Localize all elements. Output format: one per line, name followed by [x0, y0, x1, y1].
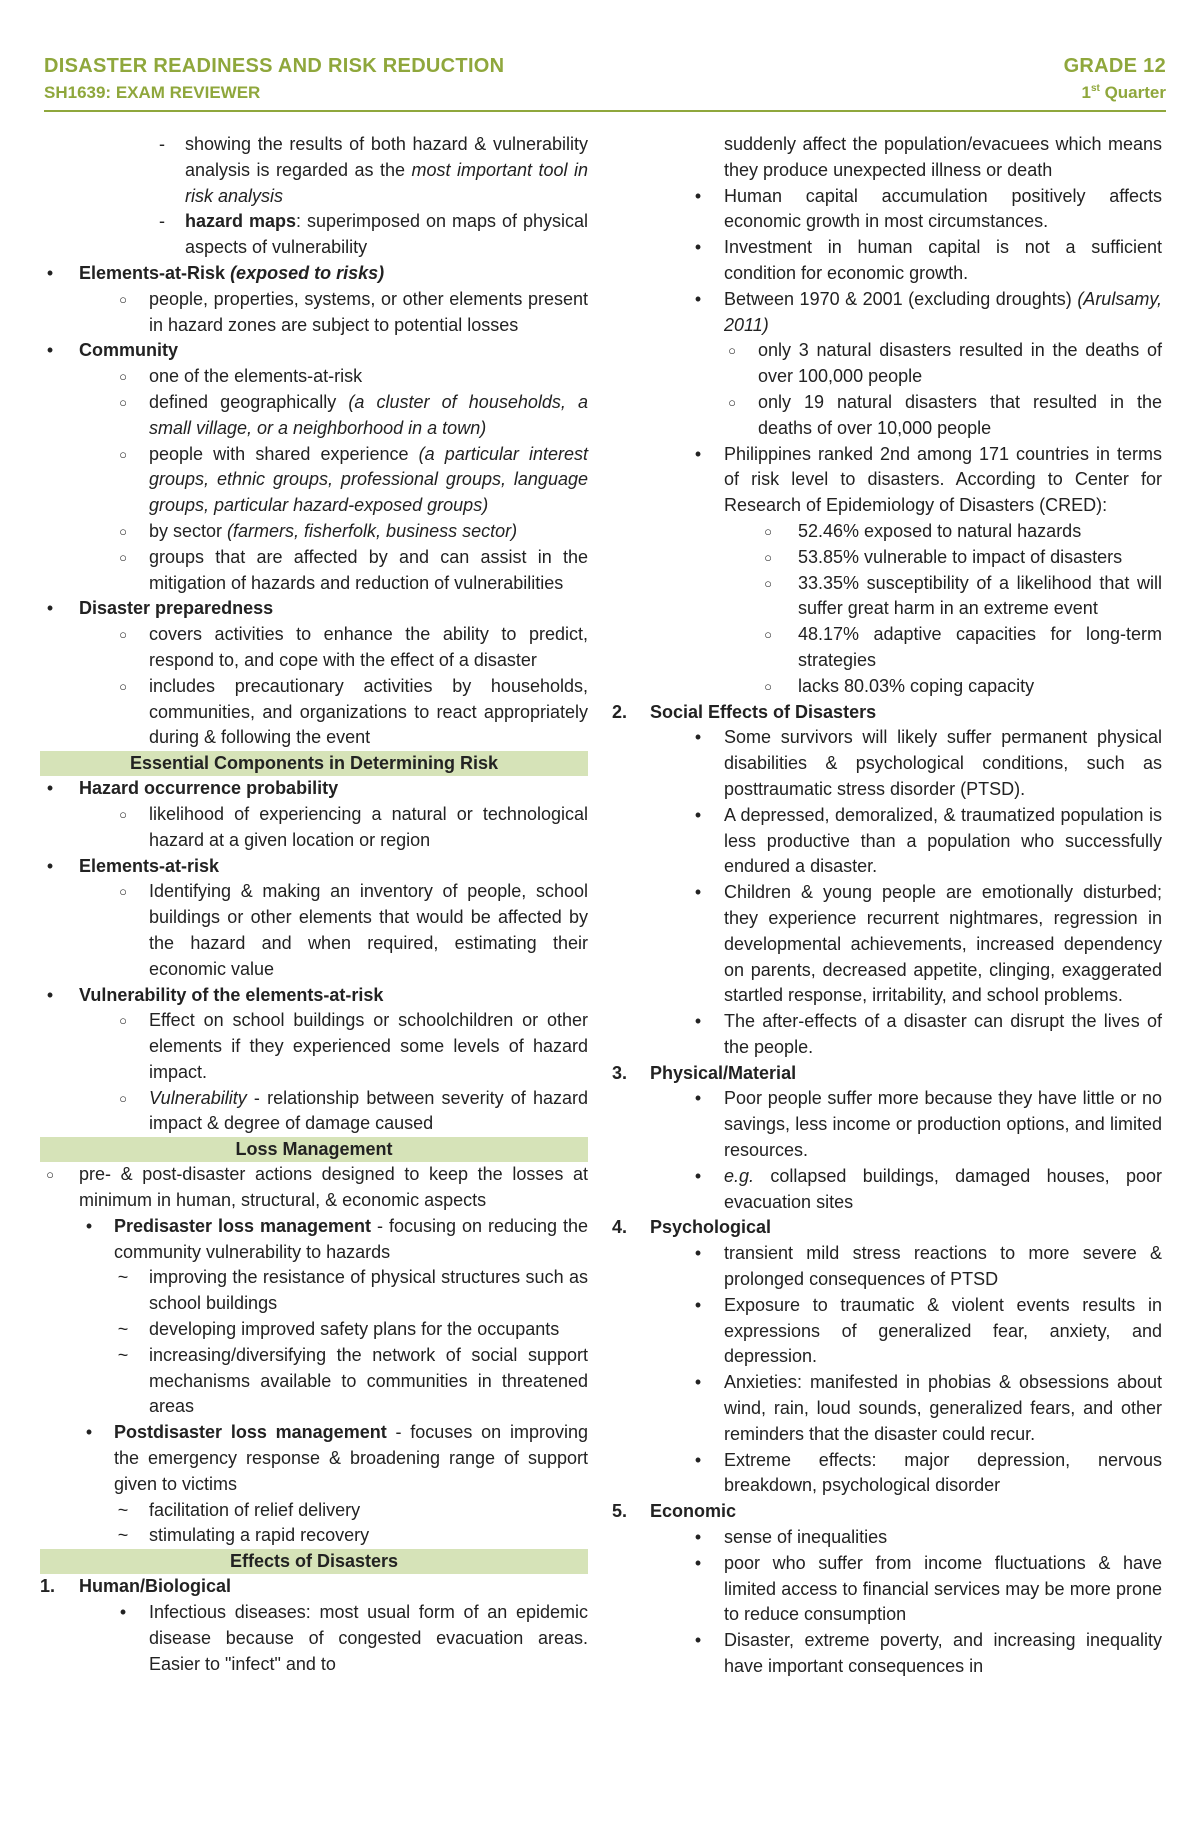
- right-column: [612, 132, 1162, 1680]
- bullet-marker: •: [694, 185, 702, 206]
- header-divider: [44, 110, 1166, 112]
- circle-marker: ○: [119, 806, 127, 822]
- section-heading-effects-of-disasters: Effects of Disasters: [40, 1549, 588, 1574]
- list-item: ○ 48.17% adaptive capacities for long-term strategies: [612, 622, 1162, 674]
- list-item: • Predisaster loss management - focusing on reducing the community vulnerability to hazards: [40, 1214, 588, 1266]
- list-item: ○ 33.35% susceptibility of a likelihood that will suffer great harm in an extreme event: [612, 571, 1162, 623]
- bullet-marker: •: [46, 855, 54, 876]
- list-item: ○ covers activities to enhance the ability to predict, respond to, and cope with the effect of a disaster: [40, 622, 588, 674]
- list-item: • Community: [40, 338, 588, 364]
- bullet-marker: •: [694, 443, 702, 464]
- tilde-marker: ~: [117, 1344, 129, 1365]
- list-item: • Postdisaster loss management - focuses on improving the emergency response & broadening range of support given to victims: [40, 1420, 588, 1497]
- numbered-heading: 1. Human/Biological: [40, 1574, 588, 1600]
- circle-marker: ○: [764, 549, 772, 565]
- circle-marker: ○: [119, 549, 127, 565]
- tilde-marker: ~: [117, 1267, 129, 1288]
- circle-marker: ○: [119, 1090, 127, 1106]
- bullet-marker: •: [46, 262, 54, 283]
- list-item: • Infectious diseases: most usual form of an epidemic disease because of congested evacuation areas. Easier to "infect" and to: [40, 1600, 588, 1677]
- circle-marker: ○: [119, 1013, 127, 1029]
- bullet-marker: •: [694, 804, 702, 825]
- list-item: ○ lacks 80.03% coping capacity: [612, 674, 1162, 700]
- bullet-marker: •: [46, 778, 54, 799]
- list-item: • Hazard occurrence probability: [40, 776, 588, 802]
- page-header: [44, 52, 1166, 112]
- bullet-marker: •: [694, 288, 702, 309]
- numbered-heading: 3. Physical/Material: [612, 1061, 1162, 1087]
- bullet-marker: •: [85, 1422, 93, 1443]
- bullet-marker: •: [694, 1449, 702, 1470]
- quarter-number: 1: [1081, 83, 1091, 102]
- list-item: ○ 52.46% exposed to natural hazards: [612, 519, 1162, 545]
- numbered-heading: 2. Social Effects of Disasters: [612, 700, 1162, 726]
- bullet-marker: •: [694, 1630, 702, 1651]
- tilde-marker: ~: [117, 1319, 129, 1340]
- list-item: • transient mild stress reactions to more severe & prolonged consequences of PTSD: [612, 1241, 1162, 1293]
- circle-marker: ○: [119, 678, 127, 694]
- bullet-marker: •: [694, 1372, 702, 1393]
- circle-marker: ○: [119, 291, 127, 307]
- list-item: ○ includes precautionary activities by households, communities, and organizations to react appropriately during & following the event: [40, 674, 588, 751]
- list-item: • Some survivors will likely suffer permanent physical disabilities & psychological conditions, such as posttraumatic stress disorder (PTSD).: [612, 725, 1162, 802]
- list-item: ~ stimulating a rapid recovery: [40, 1523, 588, 1549]
- list-item: • Exposure to traumatic & violent events results in expressions of generalized fear, anxiety, and depression.: [612, 1293, 1162, 1370]
- circle-marker: ○: [764, 627, 772, 643]
- bullet-marker: •: [694, 1011, 702, 1032]
- quarter-suffix: st: [1090, 83, 1100, 94]
- number-marker: 1.: [40, 1576, 56, 1597]
- circle-marker: ○: [764, 523, 772, 539]
- circle-marker: ○: [764, 575, 772, 591]
- list-item-continued: suddenly affect the population/evacuees which means they produce unexpected illness or death: [724, 134, 1162, 180]
- bullet-marker: •: [694, 882, 702, 903]
- list-item: ~ developing improved safety plans for the occupants: [40, 1317, 588, 1343]
- bullet-marker: •: [694, 1527, 702, 1548]
- list-item: ○ pre- & post-disaster actions designed to keep the losses at minimum in human, structural, & economic aspects: [40, 1162, 588, 1214]
- list-item: ○ Identifying & making an inventory of people, school buildings or other elements that would be affected by the hazard and when required, estimating their economic value: [40, 879, 588, 982]
- circle-marker: ○: [764, 678, 772, 694]
- list-item: • Children & young people are emotionally disturbed; they experience recurrent nightmares, regression in developmental achievements, increased dependency on parents, decreased appetite, clinging, exaggerated startled response, irritability, and school problems.: [612, 880, 1162, 1009]
- circle-marker: ○: [728, 394, 736, 410]
- circle-marker: ○: [46, 1167, 54, 1183]
- list-item: ~ improving the resistance of physical structures such as school buildings: [40, 1265, 588, 1317]
- number-marker: 2.: [612, 701, 628, 722]
- circle-marker: ○: [119, 446, 127, 462]
- list-item: • Philippines ranked 2nd among 171 countries in terms of risk level to disasters. According to Center for Research of Epidemiology of Disasters (CRED):: [612, 442, 1162, 519]
- list-item: ~ facilitation of relief delivery: [40, 1498, 588, 1524]
- list-item: • Elements-at-risk: [40, 854, 588, 880]
- bullet-marker: •: [46, 984, 54, 1005]
- list-item: ○ Vulnerability - relationship between severity of hazard impact & degree of damage caused: [40, 1086, 588, 1138]
- bullet-marker: •: [694, 1294, 702, 1315]
- circle-marker: ○: [728, 343, 736, 359]
- list-item: • Disaster preparedness: [40, 596, 588, 622]
- tilde-marker: ~: [117, 1525, 129, 1546]
- bullet-marker: •: [46, 340, 54, 361]
- list-item: • sense of inequalities: [612, 1525, 1162, 1551]
- list-item: ~ increasing/diversifying the network of social support mechanisms available to communities in threatened areas: [40, 1343, 588, 1420]
- circle-marker: ○: [119, 523, 127, 539]
- bullet-marker: •: [694, 1243, 702, 1264]
- list-item: - hazard maps: superimposed on maps of physical aspects of vulnerability: [40, 209, 588, 261]
- quarter-label: [1064, 80, 1166, 106]
- circle-marker: ○: [119, 884, 127, 900]
- bullet-marker: •: [46, 598, 54, 619]
- left-column: [40, 132, 588, 1677]
- list-item: • A depressed, demoralized, & traumatized population is less productive than a population who successfully endured a disaster.: [612, 803, 1162, 880]
- list-item: • The after-effects of a disaster can disrupt the lives of the people.: [612, 1009, 1162, 1061]
- tilde-marker: ~: [117, 1499, 129, 1520]
- number-marker: 5.: [612, 1501, 628, 1522]
- list-item: • poor who suffer from income fluctuations & have limited access to financial services may be more prone to reduce consumption: [612, 1551, 1162, 1628]
- list-item: • Extreme effects: major depression, nervous breakdown, psychological disorder: [612, 1448, 1162, 1500]
- list-item: • Anxieties: manifested in phobias & obsessions about wind, rain, loud sounds, generalized fears, and other reminders that the disaster could recur.: [612, 1370, 1162, 1447]
- number-marker: 4.: [612, 1217, 628, 1238]
- list-item: ○ Effect on school buildings or schoolchildren or other elements if they experienced some levels of hazard impact.: [40, 1008, 588, 1085]
- numbered-heading: 4. Psychological: [612, 1215, 1162, 1241]
- list-item: ○ only 19 natural disasters that resulted in the deaths of over 10,000 people: [612, 390, 1162, 442]
- section-heading-essential-components: Essential Components in Determining Risk: [40, 751, 588, 776]
- list-item: ○ people with shared experience (a particular interest groups, ethnic groups, professional groups, language groups, particular hazard-exposed groups): [40, 442, 588, 519]
- header-left: [44, 52, 504, 106]
- list-item: • Investment in human capital is not a sufficient condition for economic growth.: [612, 235, 1162, 287]
- list-item: ○ only 3 natural disasters resulted in the deaths of over 100,000 people: [612, 338, 1162, 390]
- bullet-marker: •: [119, 1602, 127, 1623]
- list-item: • Elements-at-Risk (exposed to risks): [40, 261, 588, 287]
- list-item: • Disaster, extreme poverty, and increasing inequality have important consequences in: [612, 1628, 1162, 1680]
- number-marker: 3.: [612, 1062, 628, 1083]
- dash-marker: -: [159, 211, 165, 232]
- list-item: - showing the results of both hazard & vulnerability analysis is regarded as the most important tool in risk analysis: [40, 132, 588, 209]
- bullet-marker: •: [694, 1165, 702, 1186]
- list-item: ○ likelihood of experiencing a natural or technological hazard at a given location or region: [40, 802, 588, 854]
- quarter-word: Quarter: [1104, 83, 1166, 102]
- list-item: ○ groups that are affected by and can assist in the mitigation of hazards and reduction of vulnerabilities: [40, 545, 588, 597]
- circle-marker: ○: [119, 394, 127, 410]
- document-title: DISASTER READINESS AND RISK REDUCTION: [44, 55, 505, 77]
- bullet-marker: •: [694, 727, 702, 748]
- header-right: [1064, 52, 1166, 106]
- bullet-marker: •: [694, 237, 702, 258]
- bullet-marker: •: [694, 1552, 702, 1573]
- numbered-heading: 5. Economic: [612, 1499, 1162, 1525]
- section-heading-loss-management: Loss Management: [40, 1137, 588, 1162]
- list-item: ○ one of the elements-at-risk: [40, 364, 588, 390]
- list-item: ○ people, properties, systems, or other elements present in hazard zones are subject to potential losses: [40, 287, 588, 339]
- list-item: ○ by sector (farmers, fisherfolk, business sector): [40, 519, 588, 545]
- list-item: • Human capital accumulation positively affects economic growth in most circumstances.: [612, 184, 1162, 236]
- bullet-marker: •: [85, 1215, 93, 1236]
- bullet-marker: •: [694, 1088, 702, 1109]
- list-item: • e.g. collapsed buildings, damaged houses, poor evacuation sites: [612, 1164, 1162, 1216]
- list-item: • Between 1970 & 2001 (excluding droughts) (Arulsamy, 2011): [612, 287, 1162, 339]
- grade-label: GRADE 12: [1063, 55, 1166, 77]
- circle-marker: ○: [119, 369, 127, 385]
- list-item: • Vulnerability of the elements-at-risk: [40, 983, 588, 1009]
- list-item: ○ defined geographically (a cluster of households, a small village, or a neighborhood in a town): [40, 390, 588, 442]
- list-item: ○ 53.85% vulnerable to impact of disasters: [612, 545, 1162, 571]
- list-item: • Poor people suffer more because they have little or no savings, less income or production options, and limited resources.: [612, 1086, 1162, 1163]
- dash-marker: -: [159, 134, 165, 154]
- circle-marker: ○: [119, 627, 127, 643]
- document-code: SH1639: EXAM REVIEWER: [44, 83, 261, 102]
